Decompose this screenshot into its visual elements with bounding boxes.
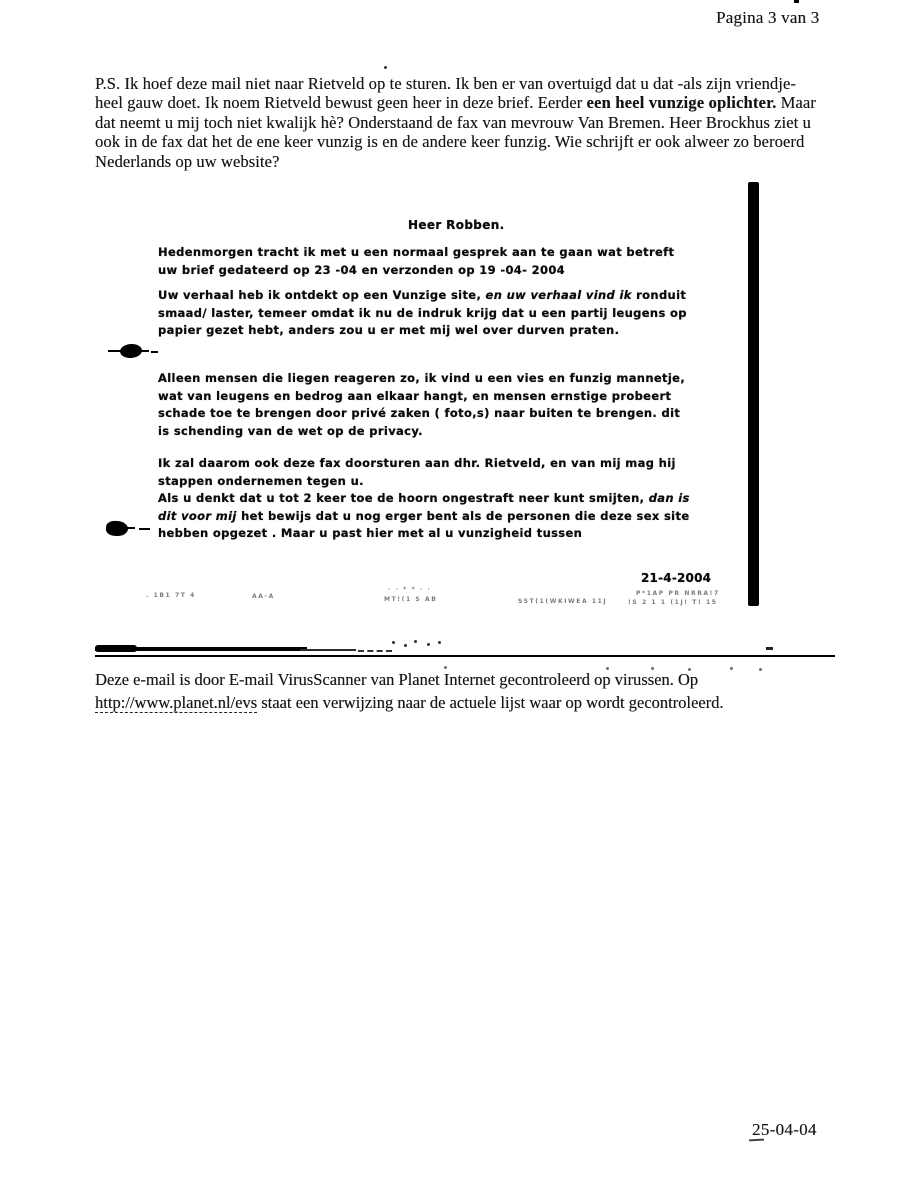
fax-paragraph-3: Alleen mensen die liegen reageren zo, ik vind u een vies en funzig mannetje, wat van leugens en bedrog aan elkaar hangt, en mensen ernstige probeert schade toe te brengen door privé zaken ( foto,s) naar buiten te brengen. dit is schending van de wet op de privacy. [158,371,686,438]
page-number: Pagina 3 van 3 [716,8,820,27]
solid-divider-line [95,655,835,657]
scan-speck-top [794,0,799,3]
fax-footer-noise: MT!(1 S AB [384,596,438,603]
notice-line-2-rest: staat een verwijzing naar de actuele lijst waar op wordt gecontroleerd. [257,692,724,712]
divider-thin-segment [300,649,356,651]
ps-text-after: Maar dat neemt u mij toch niet kwalijk hè? Onderstaand de fax van mevrouw Van Bremen. Heer Brockhus ziet u ook in de fax dat het de ene keer vunzig is en de andere keer funzig. Wie schrijft er ook alweer zo beroerd Nederlands op uw website? [95,93,816,171]
divider-dot [427,643,430,646]
fax-date: 21-4-2004 [641,571,712,585]
planet-url-link[interactable]: http://www.planet.nl/evs [95,692,258,712]
fax-footer-noise: P*1AP PR NRRA!7 [636,590,720,597]
fax-footer-noise: AA-A [252,593,275,600]
virus-scanner-notice [95,669,865,714]
scan-dot [384,66,387,69]
fax-p4-normal-1: Als u denkt dat u tot 2 keer toe de hoorn ongestraft neer kunt smijten, [158,491,649,505]
fax-footer-noise: SST(1(WKIWEA 11J [518,598,608,605]
divider-dot [404,644,407,647]
fax-p4-italic: dan is dit voor mij [158,491,690,523]
divider-dot [414,640,417,643]
ink-tail [126,527,135,529]
date-stamp: 25-04-04 [752,1120,817,1139]
divider-dash-segment [358,650,392,652]
divider-right-mark [766,647,773,650]
divider-main-segment [95,647,307,651]
fax-footer-noise: . 1B1 7T 4 [146,592,196,599]
ink-dash [151,351,158,353]
fax-salutation: Heer Robben. [408,218,505,232]
ps-text-before: P.S. Ik hoef deze mail niet naar Rietveld op te sturen. Ik ben er van overtuigd dat u dat -als zijn vriendje- heel gauw doet. Ik noem Rietveld bewust geen heer in deze brief. Eerder [95,74,796,113]
ps-paragraph [95,74,825,171]
notice-line-1: Deze e-mail is door E-mail VirusScanner van Planet Internet gecontroleerd op virussen. Op [95,670,699,689]
fax-p4-line2 [158,490,703,543]
fax-paragraph-2 [158,287,690,340]
ink-blob [120,343,143,359]
notice-line-2 [95,692,865,715]
fax-footer-noise: · · * * · · [388,586,432,593]
fax-p4-normal-2: het bewijs dat u nog erger bent als de personen die deze sex site hebben opgezet . Maar u past hier met al u vunzigheid tussen [158,508,690,540]
fax-p2-normal-2: ronduit smaad/ laster, temeer omdat ik nu de indruk krijg dat u een partij leugens op papier gezet hebt, anders zou u er met mij wel over durven praten. [158,288,687,337]
fax-footer-noise: !S 2 1 1 (1J! T! 15 [628,599,718,606]
ps-bold-emphasis: een heel vunzige oplichter. [586,93,777,113]
fax-p2-italic: en uw verhaal vind ik [485,288,632,302]
fax-p4-line1: Ik zal daarom ook deze fax doorsturen aan dhr. Rietveld, en van mij mag hij stappen ondernemen tegen u. [158,456,676,488]
date-stamp-underline-mark [749,1139,764,1142]
ink-dash [139,528,150,530]
divider-dot [392,641,395,644]
vertical-black-bar-artifact [748,182,759,606]
fax-paragraph-1: Hedenmorgen tracht ik met u een normaal gesprek aan te gaan wat betreft uw brief gedateerd op 23 -04 en verzonden op 19 -04- 2004 [158,245,675,277]
fax-paragraph-4 [158,455,703,543]
divider-dot [438,641,441,644]
fax-p2-normal-1: Uw verhaal heb ik ontdekt op een Vunzige site, [158,288,486,302]
ink-blob [106,520,129,536]
